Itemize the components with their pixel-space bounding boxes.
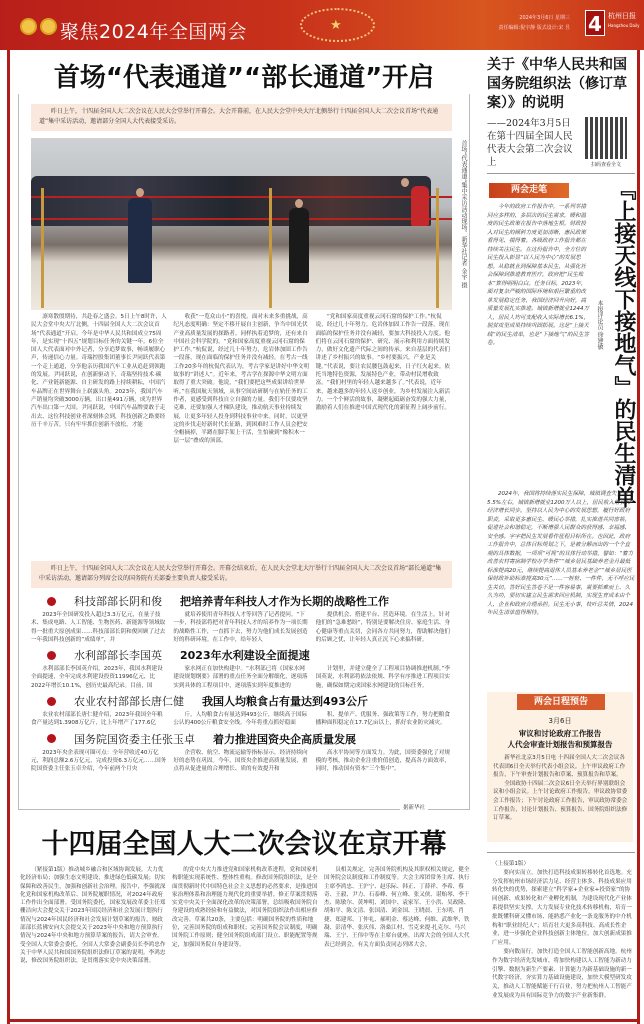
news-source: 据新华社 [400,803,428,811]
bullet-icon [47,597,56,606]
lead-intro: 昨日上午，十四届全国人大二次会议在人民大会堂举行开幕会。大会开幕前，在人民大会堂中央大厅北侧举行十四届全国人大二次会议首场“代表通道”集中采访活动，邀请部分全国人大代表接受采访。 [31,104,452,131]
article-column: 的党中央大力推进党和国家机构改革进程，党和国家机构职能实现系统性、整体性重构。修改国务院组织法，是全面贯彻新时代中国特色社会主义思想的必然要求，是推进国家治理体系和治理能力现代化的重要举措。修正草案贯彻落实党中央关于全面深化改革的决策部署，总结吸收国务院自身建设的成熟经验和有益做法，对国务院组织法作出相应修改完善。草案共20条，主要包括：明确国务院的性质和地位，完善国务院的组成和职权；完善国务院会议制度，明确国务院工作原则；健全国务院组成部门设立、职能配置等规定，加强国务院自身建设等。 [172,867,318,948]
minister-name: 农业农村部部长唐仁健 [74,695,184,709]
commentary-headline: 『上接天线下接地气』的民生清单 [611,178,636,508]
masthead [608,12,640,30]
commentary-text: 2024年，我国将持续落实民生保障，城镇调查失业率5.5%左右，城镇新增就业1200万人以上，居民收入增长和经济增长同步。坚持以人民为中心的发展思想，履行好政府职责，采取更多惠民生、暖民心举措，扎实推进共同富裕，促进社会和谐稳定，不断增强人民群众的获得感、幸福感、安全感。字字把民生发展看作征程目标所在。也因此，政府工作报告中，总体目标规划之下，是被分解而出的一个个直观的具体数据，一项项“可视”的具体行动举措，譬如：“着力改善农村寄宿制学校办学条件”“城乡居民基础养老金月最低标准提高20元，继续提高退休人员基本养老金”“城乡居民医保财政补助标准提高30元”……一桩桩、一件件，无不呼应民生关切。答好民生答卷不是一件容易事，需要抓难而上、久久为功，要切实建立民生需求回应机制，实现生育成本由个人、企业和政府合理承担。民生无小事，枝叶总关情，2024年民生清单值得期待。 [487,491,635,616]
commentary-author: 本报评论员 徐建敏 [596,300,603,350]
article-column: 斤，人均粮食占有量达到493公斤，继续高于国际公认的400公斤粮食安全线。今年将重点抓好稳面 [173,712,308,727]
bullet-icon [47,651,56,660]
article-column: 收获“一览众山小”的喜悦。面对未来多重挑战，高纪凡态度明确：坚定不移开展自主创新，争当中国光伏产业高质量发展的探路者。同样执着追梦的，还有来自中国社会科学院的。“党和国家高度重视云冈石窟的保护工作。”杭侃说，经过几十年努力，危岩体加固工作告一段落，现在面临的保护任务并没有减轻。在考古一线工作20多年的杭侃代表认为，考古学家是讲好中华文明故事的“讲述人”。近年来，考古学在探源中华文明方面取得了重大突破。他说，“我们要把这些成果讲给世界听。”在我国航天领域，从事空间站研制与在轨任务的工作者，更感受到科技自立自强的力量。我们不仅要攻坚克难，还要加强人才梯队建设，推动航天事业持续发展，让更多年轻人投身到科技事业中来。同时，以更坚定的步伐走好新时代长征路，到困难时工作人员会把安全帽摘掉，半蹲在脚手架上干活，生怕碰到“像积木一层一层”叠成的顶部。 [173,314,310,445]
article-column: 水利部部长李国英介绍，2023年，我国水利建设全面提速，全年完成水利建设投资11996亿元，比2022年增长10.1%，创历史最高纪录。目前，国 [31,666,163,689]
minister-name: 科技部部长阴和俊 [74,595,162,608]
minister-section [31,594,452,644]
minister-sections [31,594,452,778]
schedule-tab: 两会日程预告 [517,694,605,710]
second-headline: 十四届全国人大二次会议在京开幕 [41,829,447,860]
minister-section [31,648,452,690]
bullet-icon [47,697,56,706]
page-number: 4 [585,10,605,36]
section-headline: 2023年水利建设全面提速 [180,649,310,663]
minister-section [31,732,452,774]
section-headline: 我国人均粮食占有量达到493公斤 [202,695,368,709]
article-column: 凛寒散殷期待，共赴春之盛会。5日上午8时许，人民大会堂中央大厅北侧，十四届全国人大二次会议首场“代表通道”开启。今年是中华人民共和国成立75周年，是实现“十四五”规划目标任务的关键一年。6位全国人大代表面对中外记者，分享追梦故事，畅谈履职心声，传递信心力量。奇瑞控股集团董事长尹同跃代表第一个走上通道，分享他亲历我国汽车工业从追赶到领跑的发展。尹同跃说，在创新驱动下，奇瑞坚持技术·碳化、产业链新能源、自主研发的路上持续耕耘，中国汽车品牌正在世界舞台上崭露头角。2023年，我国汽车产销量均突破3000万辆，出口量491万辆，成为世界汽车出口第一大国。尹同跃说，中国汽车品牌要敢于走出去、这位科技创业者深刻体会到，科技创新之路要经历千辛万苦，只有牢牢抓住创新不放松，才能 [31,314,167,428]
page-header [0,0,644,50]
article-column: 员相关规定，完善国务院机构及其职权相关规定，健全国务院会议制度和工作制度等。大会主席团常务主席、执行主席李鸿忠、王沪宁、赵乐际、韩正、丁薛祥、李希、蔡奇、王毅、尹力、石泰峰、何立峰、张又侠、谌贻琴、李干杰、陈敏尔、黄坤明、刘国中、袁家军、王小洪、吴政隆、胡和平、陈文清、张国清、刘金国、王晓晨、王东明、肖捷、郑建邦、丁仲礼、郝明金、蔡达峰、何维、武维华、铁凝、彭清华、张庆伟、洛桑江村、雪克来提·扎克尔、马兴瑞、王宁、王伟中等在主席台就座。出席大会的全国人大代表已经到会，有关方面负责同志列席大会。 [324,867,470,948]
star-decoration-icon: ★ [300,8,375,42]
schedule-headline-line: 审议和讨论政府工作报告 [518,729,602,738]
divider [487,852,635,853]
section-headline: 着力推进国资央企高质量发展 [213,732,356,746]
schedule-body [493,754,629,823]
lead-headline: 首场“代表通道”“部长通道”开启 [18,62,470,94]
minister-name: 国务院国资委主任张玉卓 [74,732,195,746]
continued-paragraph: 要向数而行，加快打造全国人工智能创新高地。杭州作为数字经济先发城市，将加快构建以人工智能为新动力引擎、数据为新生产要素、计算能力为新基础设施的新一代数字经济，夯实算力基础设施建设，加快大模型研发攻关，推动人工智能赋能千行百业，努力把杭州人工智能产业发展成为具有国际竞争力的数字产业新集群。 [492,948,632,999]
schedule-paragraph: 新华社北京3月5日电 十四届全国人大二次会议各代表团6日全天举行代表小组会议。上午审议政府工作报告，下午审查计划报告和草案、预算报告和草案。 [493,755,626,779]
divider [487,173,635,174]
article-column: 就培养使用青年科技人才等回答了记者提问。“下一步，科技部将把对青年科技人才的培养作为一项长期的战略性工作，一直抓下去，努力为他们成长发展创造好的科研环境。在工作中，给年轻人 [173,612,308,643]
issue-date: 2024年3月6日 星期三 [519,15,570,21]
article-column: “党和国家高度重视云冈石窟的保护工作。”杭侃说，经过几十年努力，危岩体加固工作告一段落，现在面临的保护任务并没有减轻，要加大科技投入力度。他们将在云冈石窟的保护、研究、展示和利用方面持续发力，做好文化遗产代际之间的传承。来自基层的代表们讲述了乡村振兴的故事。“乡村要振兴，产业是关键。”代表说，要让农民腰包鼓起来，日子红火起来。依托当地特色资源，发展特色产业，带动村民增收致富。“我们村里的年轻人越来越多了。”代表说，近年来，越来越多的年轻人返乡创业，为乡村发展注入新活力。一个个鲜活的故事，凝聚起砥砺奋发的强大力量，激励着人们在推进中国式现代化的新征程上阔步前行。 [315,314,451,412]
column-tab: 两会走笔 [489,183,569,198]
left-border [7,50,10,1024]
article-column: 2023年央企表现可圈可点：全年营收近40万亿元，利润总额2.6万亿元，完成投资6.3万亿元……国务院国资委主任张玉卓介绍，今年前两个月央 [31,749,167,773]
editor-credits: 责任编辑:倪宇静 版式设计:宋 昱 [498,25,570,31]
section-title: 聚焦2024年全国两会 [60,21,247,43]
qr-code-icon[interactable] [585,117,627,159]
continued-label: （上接第1版） [492,861,530,867]
article-column: 企营收、航空、物流运输等指标显示，经济持续向好的态势在巩固。今年，国资央企推进高质量发展，重点将从促进量的合理增长、质的有效提升和 [173,749,308,773]
article-column: 提供机会、搭建平台、营造环境。在生活上，针对他们的“急难愁盼”，特别是要解决住房、家庭生活、身心健康等重点关切，会同各方共同努力，帮助解决他们的后顾之忧，让年轻人真正沉下心来搞科研。 [315,612,451,643]
document-subtitle: ——2024年3月5日在第十四届全国人民代表大会第二次会议上 [487,118,573,168]
right-border [637,50,640,1024]
document-headline: 关于《中华人民共和国国务院组织法（修订草案）》的说明 [487,57,627,111]
lead-story-body [31,313,452,537]
article-column: 家水网正在加快构建中。“水利部已将《国家水网建设规划纲要》部署的重点任务全面分解细化，逐项落实到具体的工程项目中，逐项落实到年度推进的 [173,666,308,689]
second-story-body [20,866,470,1015]
article-column: 积、提单产、优服务、强政策等工作，努力把粮食播种面积稳定在17.7亿亩以上，抓好农业防灾减灾。 [315,712,450,727]
continued-paragraph: 要向实而立，加快打造科技成果转移转化首选地。充分发挥杭州市场经济活力足、经营主体多、科技成果应用转化快的优势，探索建立“科学家+企业家+投资家”的协同创新、成果转化和产业孵化机制，为建设现代化产业体系提供坚实支撑。大力发展专业化技术转移机构，培育一批既懂科研又懂市场、能熟悉产业化一条龙服务的中介机构和“职业经纪人”；培育壮大更多高科技、高成长性企业，进一步强化企业科技创新主体地位，加大创新成果推广应用。 [492,869,632,947]
cppcc-emblem-icon [40,18,57,35]
article-column: 2023年全国研发投入超过3.3万亿元，在量子技术、集成电路、人工智能、生物医药、新能源等领域取得一批重大原创成果……科技部部长阴和俊回顾了过去一年我国科技创新的“成绩单”，并 [31,612,166,643]
section-headline: 把培养青年科技人才作为长期的战略性工作 [180,595,389,608]
masthead-english: Hangzhou Daily [608,23,640,28]
minister-section [31,694,452,728]
schedule-paragraph: 全国政协十四届二次会议6日全天举行界别联组会议和小组会议。上午讨论政府工作报告，审议政协常委会工作报告；下午讨论政府工作报告，审议政协常委会工作报告，讨论计划报告、预算报告、国务院组织法修订草案。 [493,780,628,822]
schedule-headline-line: 人代会审查计划报告和预算报告 [507,740,613,749]
qr-label: 扫码查看全文 [590,162,621,168]
news-photo [31,138,452,310]
schedule-date: 3月6日 [548,717,572,725]
article-column: （紧接第1版）推动城乡融合和区域协调发展，大力优化经济布局；加强生态文明建设，推进绿色低碳发展；切实保障和改善民生，加强和创新社会治理。报告中，李强就深化党和国家机构改革后、国务院履职情况，对2024年政府工作作出全面部署。受国务院委托，国家发展改革委主任郑栅洁向大会提交关于2023年国民经济和社会发展计划执行情况与2024年国民经济和社会发展计划草案的报告，财政部部长蓝佛安向大会提交关于2023年中央和地方预算执行情况与2024年中央和地方预算草案的报告，请大会审查。受全国人大常委会委托，全国人大常委会副委员长李鸿忠作关于中华人民共和国国务院组织法修订草案的说明。李鸿忠说，修改国务院组织法，是贯彻落实党中央决策部署。 [20,867,166,965]
bottom-border [7,1019,640,1022]
commentary-text: 今年的政府工作报告中，一系列举措回应多样的、多层次的民生需求，暖和温度的民生政策在报告中落地生根。财政投入对民生的倾斜力度更加清晰，惠民政策看得见、摸得着。各级政府工作报告都在持续关注民生。在这份报告中，全方位的民生投入彰显“以人民为中心”的发展思想。从稳就业到保障基本民生，从强化社会保障到推进教育医疗，政府把“民生账本”算得明明白白。任务目标，2023年，面对复杂严峻的国际环境和艰巨繁重的改革发展稳定任务，我国经济回升向好，高质量发展扎实推进。城镇新增就业1244万人，居民人均可支配收入实际增长6.1%，脱贫攻坚成果持续巩固拓展。这是“上接天线”的民生清单，也是“下接地气”的民生答卷。 [487,204,590,346]
masthead-name: 杭州日报 [608,12,636,20]
article-column: 农业农村部部长唐仁健介绍，2023年我国全年粮食产量达到1.3908万亿斤，比上年增产了177.6亿 [31,712,163,727]
minister-intro: 昨日上午，十四届全国人大二次会议在人民大会堂举行开幕会。开幕会结束后，在人民大会堂北大厅举行十四届全国人大二次会议首场“部长通道”集中采访活动，邀请部分列席会议的国务院有关部委主要负责人接受采访。 [31,561,452,588]
minister-name: 水利部部长李国英 [74,649,162,663]
photo-caption: 首场“代表通道”集中采访活动现场。新华社记者 金宇 摄 [460,140,467,289]
article-column: 高水平协同等方面发力。为此，国资委强化了对规模的考核，推动企业注重价值创造，提高各方面效率，同时，推动国有资本“三个集中”。 [315,749,450,773]
bullet-icon [47,734,56,743]
schedule-box [487,692,633,842]
national-emblem-icon [20,18,37,35]
schedule-headline [487,728,633,750]
article-column: 计划里，并建立健全了工程项目协调推进机制。”李国英说，水利部将依法依规、科学有序推进工程项目实施，确保如期完成国家水网建设的目标任务。 [315,666,451,689]
continued-story [492,860,632,1001]
